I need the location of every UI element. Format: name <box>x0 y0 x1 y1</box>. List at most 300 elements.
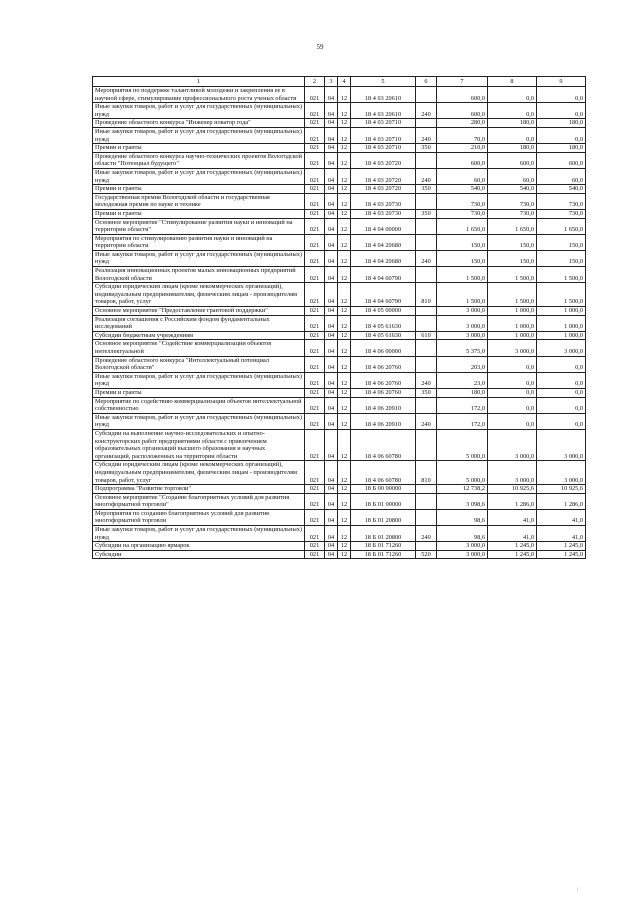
amount-year-2: 1 000,0 <box>488 315 537 331</box>
amount-year-2: 1 245,0 <box>488 550 537 559</box>
expense-type <box>416 397 437 413</box>
section-code: 04 <box>325 485 338 494</box>
subsection-code: 12 <box>338 388 351 397</box>
subsection-code: 12 <box>338 356 351 372</box>
amount-year-1: 70,0 <box>437 127 488 143</box>
expense-type <box>416 485 437 494</box>
section-code: 04 <box>325 168 338 184</box>
row-name: Иные закупки товаров, работ и услуг для государственных (муниципальных) нужд <box>93 372 305 388</box>
amount-year-1: 3 000,0 <box>437 307 488 316</box>
target-article: 18 4 06 20910 <box>351 413 416 429</box>
admin-code: 021 <box>305 429 325 460</box>
amount-year-3: 0,0 <box>537 103 586 119</box>
corner-mark: | <box>577 888 579 893</box>
section-code: 04 <box>325 283 338 307</box>
admin-code: 021 <box>305 152 325 168</box>
row-name: Субсидии на выполнение научно-исследовательских и опытно-конструкторских работ предприятиями области с привлечением образовательных организаций высшего образования и научных организаций, расположенных на территории области <box>93 429 305 460</box>
table-row <box>93 372 586 388</box>
amount-year-2: 0,0 <box>488 388 537 397</box>
amount-year-3: 0,0 <box>537 413 586 429</box>
amount-year-3: 0,0 <box>537 372 586 388</box>
amount-year-1: 12 738,2 <box>437 485 488 494</box>
row-name: Иные закупки товаров, работ и услуг для государственных (муниципальных) нужд <box>93 103 305 119</box>
expense-type <box>416 193 437 209</box>
table-row <box>93 127 586 143</box>
column-header: 5 <box>351 77 416 87</box>
amount-year-1: 210,0 <box>437 144 488 153</box>
expense-type <box>416 340 437 356</box>
target-article: 18 4 05 61630 <box>351 315 416 331</box>
table-row <box>93 283 586 307</box>
amount-year-2: 730,0 <box>488 209 537 218</box>
admin-code: 021 <box>305 87 325 103</box>
target-article: 18 4 04 20680 <box>351 250 416 266</box>
amount-year-2: 150,0 <box>488 250 537 266</box>
target-article: 18 4 03 20710 <box>351 119 416 128</box>
target-article: 18 4 03 20710 <box>351 127 416 143</box>
amount-year-1: 600,0 <box>437 103 488 119</box>
row-name: Иные закупки товаров, работ и услуг для государственных (муниципальных) нужд <box>93 413 305 429</box>
expense-type <box>416 315 437 331</box>
expense-type: 240 <box>416 103 437 119</box>
expense-type: 610 <box>416 331 437 340</box>
target-article: 18 4 03 20730 <box>351 193 416 209</box>
amount-year-3: 0,0 <box>537 397 586 413</box>
target-article: 18 Б 00 00000 <box>351 485 416 494</box>
subsection-code: 12 <box>338 315 351 331</box>
amount-year-1: 203,0 <box>437 356 488 372</box>
row-name: Проведение областного конкурса "Интеллектуальный потенциал Вологодской области" <box>93 356 305 372</box>
admin-code: 021 <box>305 144 325 153</box>
column-header: 7 <box>437 77 488 87</box>
section-code: 04 <box>325 397 338 413</box>
section-code: 04 <box>325 209 338 218</box>
amount-year-3: 0,0 <box>537 127 586 143</box>
section-code: 04 <box>325 234 338 250</box>
table-row <box>93 356 586 372</box>
table-row <box>93 119 586 128</box>
amount-year-1: 98,6 <box>437 509 488 525</box>
amount-year-2: 1 500,0 <box>488 283 537 307</box>
admin-code: 021 <box>305 550 325 559</box>
amount-year-1: 600,0 <box>437 87 488 103</box>
table-row <box>93 87 586 103</box>
amount-year-3: 600,0 <box>537 152 586 168</box>
admin-code: 021 <box>305 127 325 143</box>
amount-year-1: 1 650,0 <box>437 218 488 234</box>
subsection-code: 12 <box>338 372 351 388</box>
subsection-code: 12 <box>338 542 351 551</box>
amount-year-2: 0,0 <box>488 87 537 103</box>
target-article: 18 4 06 00000 <box>351 340 416 356</box>
amount-year-3: 150,0 <box>537 250 586 266</box>
admin-code: 021 <box>305 340 325 356</box>
section-code: 04 <box>325 413 338 429</box>
row-name: Основное мероприятие "Содействие коммерциализации объектов интеллектуальной <box>93 340 305 356</box>
section-code: 04 <box>325 356 338 372</box>
row-name: Субсидии на организацию ярмарок <box>93 542 305 551</box>
row-name: Проведение областного конкурса "Инженер новатор года" <box>93 119 305 128</box>
amount-year-3: 0,0 <box>537 388 586 397</box>
row-name: Мероприятия по стимулированию развития науки и инноваций на территории области <box>93 234 305 250</box>
admin-code: 021 <box>305 209 325 218</box>
subsection-code: 12 <box>338 168 351 184</box>
table-row <box>93 388 586 397</box>
table-row <box>93 185 586 194</box>
target-article: 18 4 04 00000 <box>351 218 416 234</box>
admin-code: 021 <box>305 315 325 331</box>
amount-year-1: 172,0 <box>437 413 488 429</box>
page-number: 59 <box>316 43 324 51</box>
amount-year-2: 1 500,0 <box>488 267 537 283</box>
admin-code: 021 <box>305 331 325 340</box>
expense-type <box>416 267 437 283</box>
target-article: 18 4 06 20910 <box>351 397 416 413</box>
table-row <box>93 144 586 153</box>
amount-year-3: 1 286,0 <box>537 493 586 509</box>
section-code: 04 <box>325 218 338 234</box>
subsection-code: 12 <box>338 209 351 218</box>
row-name: Премии и гранты <box>93 388 305 397</box>
amount-year-1: 5 375,0 <box>437 340 488 356</box>
table-row <box>93 331 586 340</box>
section-code: 04 <box>325 315 338 331</box>
table-row <box>93 267 586 283</box>
section-code: 04 <box>325 509 338 525</box>
target-article: 18 Б 01 71260 <box>351 542 416 551</box>
target-article: 18 4 05 00000 <box>351 307 416 316</box>
table-row <box>93 526 586 542</box>
admin-code: 021 <box>305 185 325 194</box>
section-code: 04 <box>325 526 338 542</box>
amount-year-1: 3 098,6 <box>437 493 488 509</box>
expense-type: 350 <box>416 388 437 397</box>
amount-year-3: 1 000,0 <box>537 315 586 331</box>
table-row <box>93 485 586 494</box>
expense-type: 240 <box>416 168 437 184</box>
section-code: 04 <box>325 119 338 128</box>
admin-code: 021 <box>305 119 325 128</box>
expense-type: 240 <box>416 413 437 429</box>
amount-year-3: 0,0 <box>537 356 586 372</box>
section-code: 04 <box>325 267 338 283</box>
amount-year-3: 60,0 <box>537 168 586 184</box>
table-row <box>93 307 586 316</box>
target-article: 18 4 03 20720 <box>351 168 416 184</box>
section-code: 04 <box>325 493 338 509</box>
subsection-code: 12 <box>338 340 351 356</box>
amount-year-1: 150,0 <box>437 234 488 250</box>
table-row <box>93 152 586 168</box>
column-header: 6 <box>416 77 437 87</box>
expense-type: 350 <box>416 185 437 194</box>
section-code: 04 <box>325 144 338 153</box>
subsection-code: 12 <box>338 185 351 194</box>
expense-type <box>416 356 437 372</box>
subsection-code: 12 <box>338 493 351 509</box>
amount-year-2: 10 925,6 <box>488 485 537 494</box>
admin-code: 021 <box>305 493 325 509</box>
amount-year-2: 600,0 <box>488 152 537 168</box>
subsection-code: 12 <box>338 193 351 209</box>
table-row <box>93 168 586 184</box>
admin-code: 021 <box>305 193 325 209</box>
expense-type: 350 <box>416 209 437 218</box>
expense-type: 240 <box>416 250 437 266</box>
amount-year-3: 1 650,0 <box>537 218 586 234</box>
table-row <box>93 250 586 266</box>
table-row <box>93 397 586 413</box>
amount-year-2: 1 000,0 <box>488 307 537 316</box>
section-code: 04 <box>325 185 338 194</box>
amount-year-2: 1 245,0 <box>488 542 537 551</box>
expense-type: 520 <box>416 550 437 559</box>
row-name: Подпрограмма "Развитие торговли" <box>93 485 305 494</box>
row-name: Иные закупки товаров, работ и услуг для государственных (муниципальных) нужд <box>93 168 305 184</box>
subsection-code: 12 <box>338 218 351 234</box>
amount-year-2: 1 286,0 <box>488 493 537 509</box>
section-code: 04 <box>325 193 338 209</box>
admin-code: 021 <box>305 388 325 397</box>
amount-year-3: 41,0 <box>537 509 586 525</box>
amount-year-2: 150,0 <box>488 234 537 250</box>
column-header: 4 <box>338 77 351 87</box>
amount-year-2: 60,0 <box>488 168 537 184</box>
subsection-code: 12 <box>338 103 351 119</box>
amount-year-1: 730,0 <box>437 209 488 218</box>
table-row <box>93 509 586 525</box>
amount-year-1: 3 000,0 <box>437 542 488 551</box>
subsection-code: 12 <box>338 509 351 525</box>
amount-year-3: 1 500,0 <box>537 267 586 283</box>
target-article: 18 4 06 20760 <box>351 356 416 372</box>
row-name: Субсидии бюджетным учреждениям <box>93 331 305 340</box>
row-name: Реализация соглашения с Российским фондом фундаментальных исследований <box>93 315 305 331</box>
amount-year-2: 3 000,0 <box>488 340 537 356</box>
column-header: 3 <box>325 77 338 87</box>
amount-year-2: 0,0 <box>488 103 537 119</box>
table-row <box>93 315 586 331</box>
target-article: 18 4 04 60790 <box>351 283 416 307</box>
subsection-code: 12 <box>338 144 351 153</box>
target-article: 18 4 03 20610 <box>351 87 416 103</box>
target-article: 18 Б 01 20800 <box>351 509 416 525</box>
expense-type <box>416 429 437 460</box>
amount-year-1: 23,0 <box>437 372 488 388</box>
row-name: Реализация инновационных проектов малых инновационных предприятий Вологодской области <box>93 267 305 283</box>
expense-type <box>416 542 437 551</box>
amount-year-3: 180,0 <box>537 144 586 153</box>
subsection-code: 12 <box>338 250 351 266</box>
target-article: 18 4 03 20610 <box>351 103 416 119</box>
row-name: Премии и гранты <box>93 144 305 153</box>
amount-year-3: 3 000,0 <box>537 340 586 356</box>
amount-year-1: 3 000,0 <box>437 550 488 559</box>
admin-code: 021 <box>305 103 325 119</box>
admin-code: 021 <box>305 526 325 542</box>
target-article: 18 4 06 60780 <box>351 429 416 460</box>
amount-year-1: 1 500,0 <box>437 267 488 283</box>
admin-code: 021 <box>305 413 325 429</box>
admin-code: 021 <box>305 372 325 388</box>
row-name: Основное мероприятие "Стимулирование развития науки и инноваций на территории области" <box>93 218 305 234</box>
target-article: 18 4 03 20720 <box>351 152 416 168</box>
row-name: Субсидии <box>93 550 305 559</box>
amount-year-1: 3 000,0 <box>437 315 488 331</box>
amount-year-2: 180,0 <box>488 119 537 128</box>
amount-year-1: 730,0 <box>437 193 488 209</box>
target-article: 18 Б 01 71260 <box>351 550 416 559</box>
table-row <box>93 103 586 119</box>
amount-year-1: 150,0 <box>437 250 488 266</box>
target-article: 18 4 06 20760 <box>351 372 416 388</box>
table-row <box>93 340 586 356</box>
amount-year-3: 1 245,0 <box>537 542 586 551</box>
row-name: Премии и гранты <box>93 185 305 194</box>
row-name: Иные закупки товаров, работ и услуг для государственных (муниципальных) нужд <box>93 127 305 143</box>
expense-type <box>416 218 437 234</box>
row-name: Проведение областного конкурса научно-технических проектов Вологодской области "Потенциал будущего" <box>93 152 305 168</box>
row-name: Мероприятия по поддержке талантливой молодежи и закрепления ее в научной сфере, стимулирование профессионального роста ученых области <box>93 87 305 103</box>
row-name: Государственная премия Вологодской области и государственная молодежная премия по науке и технике <box>93 193 305 209</box>
amount-year-3: 730,0 <box>537 193 586 209</box>
table-row <box>93 493 586 509</box>
amount-year-3: 3 000,0 <box>537 461 586 485</box>
section-code: 04 <box>325 87 338 103</box>
row-name: Иные закупки товаров, работ и услуг для государственных (муниципальных) нужд <box>93 526 305 542</box>
target-article: 18 Б 01 20800 <box>351 526 416 542</box>
admin-code: 021 <box>305 168 325 184</box>
section-code: 04 <box>325 542 338 551</box>
subsection-code: 12 <box>338 413 351 429</box>
admin-code: 021 <box>305 250 325 266</box>
table-row <box>93 209 586 218</box>
expense-type: 810 <box>416 283 437 307</box>
subsection-code: 12 <box>338 331 351 340</box>
expense-type: 810 <box>416 461 437 485</box>
target-article: 18 4 05 61630 <box>351 331 416 340</box>
expense-type: 350 <box>416 144 437 153</box>
expense-type: 240 <box>416 526 437 542</box>
table-row <box>93 542 586 551</box>
table-body <box>93 87 586 559</box>
subsection-code: 12 <box>338 119 351 128</box>
section-code: 04 <box>325 152 338 168</box>
amount-year-2: 730,0 <box>488 193 537 209</box>
row-name: Субсидии юридическим лицам (кроме некоммерческих организаций), индивидуальным предпринимателям, физическим лицам - производителям товаров, работ, услуг <box>93 283 305 307</box>
target-article: 18 4 06 60780 <box>351 461 416 485</box>
amount-year-1: 600,0 <box>437 152 488 168</box>
amount-year-1: 60,0 <box>437 168 488 184</box>
amount-year-3: 10 925,6 <box>537 485 586 494</box>
column-header: 9 <box>537 77 586 87</box>
section-code: 04 <box>325 307 338 316</box>
table-row <box>93 413 586 429</box>
section-code: 04 <box>325 372 338 388</box>
admin-code: 021 <box>305 234 325 250</box>
amount-year-2: 540,0 <box>488 185 537 194</box>
row-name: Основное мероприятие "Создание благоприятных условий для развития многоформатной торговли" <box>93 493 305 509</box>
target-article: 18 4 04 20680 <box>351 234 416 250</box>
amount-year-2: 0,0 <box>488 127 537 143</box>
row-name: Мероприятие по содействию коммерциализации объектов интеллектуальной собственностью <box>93 397 305 413</box>
amount-year-3: 3 000,0 <box>537 429 586 460</box>
amount-year-3: 1 245,0 <box>537 550 586 559</box>
amount-year-1: 1 500,0 <box>437 283 488 307</box>
amount-year-1: 540,0 <box>437 185 488 194</box>
subsection-code: 12 <box>338 461 351 485</box>
amount-year-2: 41,0 <box>488 526 537 542</box>
admin-code: 021 <box>305 267 325 283</box>
expense-type <box>416 87 437 103</box>
amount-year-1: 5 000,0 <box>437 429 488 460</box>
amount-year-1: 180,0 <box>437 388 488 397</box>
subsection-code: 12 <box>338 526 351 542</box>
amount-year-2: 3 000,0 <box>488 429 537 460</box>
subsection-code: 12 <box>338 127 351 143</box>
column-header: 2 <box>305 77 325 87</box>
subsection-code: 12 <box>338 550 351 559</box>
expense-type <box>416 307 437 316</box>
table-row <box>93 218 586 234</box>
amount-year-2: 1 650,0 <box>488 218 537 234</box>
expense-type <box>416 493 437 509</box>
row-name: Основное мероприятие "Предоставление грантовой поддержки" <box>93 307 305 316</box>
admin-code: 021 <box>305 542 325 551</box>
expense-type <box>416 119 437 128</box>
section-code: 04 <box>325 461 338 485</box>
expense-type <box>416 152 437 168</box>
target-article: 18 4 03 20710 <box>351 144 416 153</box>
expense-type: 240 <box>416 127 437 143</box>
expense-type <box>416 509 437 525</box>
amount-year-2: 1 000,0 <box>488 331 537 340</box>
amount-year-2: 41,0 <box>488 509 537 525</box>
table-row <box>93 429 586 460</box>
section-code: 04 <box>325 250 338 266</box>
admin-code: 021 <box>305 509 325 525</box>
amount-year-2: 0,0 <box>488 397 537 413</box>
amount-year-2: 180,0 <box>488 144 537 153</box>
amount-year-2: 3 000,0 <box>488 461 537 485</box>
subsection-code: 12 <box>338 307 351 316</box>
amount-year-1: 3 000,0 <box>437 331 488 340</box>
amount-year-1: 172,0 <box>437 397 488 413</box>
admin-code: 021 <box>305 461 325 485</box>
expense-type: 240 <box>416 372 437 388</box>
subsection-code: 12 <box>338 429 351 460</box>
amount-year-3: 41,0 <box>537 526 586 542</box>
row-name: Мероприятия по созданию благоприятных условий для развития многоформатной торговли <box>93 509 305 525</box>
amount-year-1: 280,0 <box>437 119 488 128</box>
subsection-code: 12 <box>338 267 351 283</box>
section-code: 04 <box>325 429 338 460</box>
amount-year-2: 0,0 <box>488 356 537 372</box>
table-row <box>93 461 586 485</box>
admin-code: 021 <box>305 283 325 307</box>
table-row <box>93 193 586 209</box>
amount-year-1: 98,6 <box>437 526 488 542</box>
budget-table <box>92 76 586 559</box>
table-header-row <box>93 77 586 87</box>
row-name: Премии и гранты <box>93 209 305 218</box>
expense-type <box>416 234 437 250</box>
row-name: Иные закупки товаров, работ и услуг для государственных (муниципальных) нужд <box>93 250 305 266</box>
amount-year-2: 0,0 <box>488 413 537 429</box>
target-article: 18 4 03 20720 <box>351 185 416 194</box>
amount-year-3: 540,0 <box>537 185 586 194</box>
section-code: 04 <box>325 103 338 119</box>
